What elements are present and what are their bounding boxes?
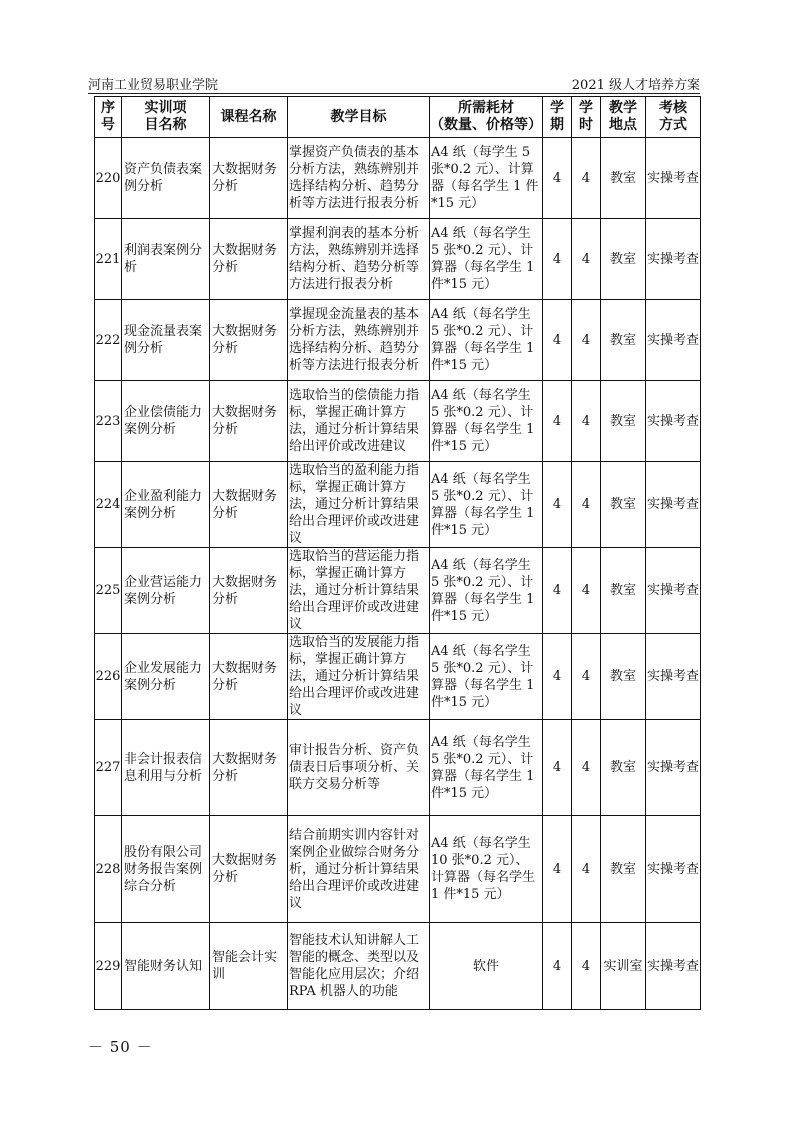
cell-project-name: 资产负债表案例分析 [122,138,210,219]
cell-no: 229 [95,923,122,1010]
col-header-exam: 考核 方式 [646,97,701,138]
cell-location: 教室 [601,720,646,816]
cell-project-name: 股份有限公司财务报告案例综合分析 [122,816,210,923]
cell-exam: 实操考查 [646,548,701,634]
cell-location: 教室 [601,381,646,462]
cell-hours: 4 [572,634,601,720]
cell-materials: A4 纸（每名学生 5 张*0.2 元）、计算器（每名学生 1 件*15 元） [430,381,543,462]
cell-materials: A4 纸（每名学生 5 张*0.2 元）、计算器（每名学生 1 件*15 元） [430,219,543,300]
cell-semester: 4 [543,548,572,634]
cell-no: 223 [95,381,122,462]
col-header-course-name: 课程名称 [210,97,288,138]
table-row [95,548,701,634]
cell-no: 221 [95,219,122,300]
cell-semester: 4 [543,462,572,548]
cell-exam: 实操考查 [646,300,701,381]
cell-location: 教室 [601,634,646,720]
cell-no: 224 [95,462,122,548]
cell-course-name: 大数据财务分析 [210,138,288,219]
cell-semester: 4 [543,300,572,381]
cell-materials: 软件 [430,923,543,1010]
cell-semester: 4 [543,381,572,462]
page-number: － 50 － [88,1038,153,1056]
cell-exam: 实操考查 [646,219,701,300]
cell-exam: 实操考查 [646,816,701,923]
cell-materials: A4 纸（每名学生 10 张*0.2 元）、计算器（每名学生 1 件*15 元） [430,816,543,923]
cell-course-name: 大数据财务分析 [210,720,288,816]
cell-materials: A4 纸（每名学生 5 张*0.2 元）、计算器（每名学生 1 件*15 元） [430,720,543,816]
cell-course-name: 智能会计实训 [210,923,288,1010]
cell-course-name: 大数据财务分析 [210,300,288,381]
cell-location: 教室 [601,816,646,923]
cell-materials: A4 纸（每名学生 5 张*0.2 元）、计算器（每名学生 1 件*15 元） [430,462,543,548]
col-header-hours: 学 时 [572,97,601,138]
cell-project-name: 企业发展能力案例分析 [122,634,210,720]
cell-project-name: 现金流量表案例分析 [122,300,210,381]
cell-semester: 4 [543,923,572,1010]
cell-location: 教室 [601,138,646,219]
cell-exam: 实操考查 [646,720,701,816]
cell-no: 226 [95,634,122,720]
cell-project-name: 利润表案例分析 [122,219,210,300]
col-header-teaching-goal: 教学目标 [288,97,430,138]
cell-no: 225 [95,548,122,634]
cell-exam: 实操考查 [646,634,701,720]
cell-teaching-goal: 结合前期实训内容针对案例企业做综合财务分析，通过分析计算结果给出合理评价或改进建议 [288,816,430,923]
cell-teaching-goal: 智能技术认知讲解人工智能的概念、类型以及智能化应用层次；介绍 RPA 机器人的功能 [288,923,430,1010]
cell-teaching-goal: 掌握现金流量表的基本分析方法，熟练辨别并选择结构分析、趋势分析等方法进行报表分析 [288,300,430,381]
cell-location: 实训室 [601,923,646,1010]
col-header-project-name: 实训项 目名称 [122,97,210,138]
cell-course-name: 大数据财务分析 [210,634,288,720]
table-row [95,720,701,816]
table-row [95,219,701,300]
cell-semester: 4 [543,816,572,923]
cell-hours: 4 [572,462,601,548]
cell-hours: 4 [572,720,601,816]
table-row [95,300,701,381]
cell-project-name: 非会计报表信息利用与分析 [122,720,210,816]
cell-teaching-goal: 审计报告分析、资产负债表日后事项分析、关联方交易分析等 [288,720,430,816]
table-row [95,634,701,720]
col-header-location: 教学 地点 [601,97,646,138]
cell-no: 227 [95,720,122,816]
cell-teaching-goal: 掌握利润表的基本分析方法，熟练辨别并选择结构分析、趋势分析等方法进行报表分析 [288,219,430,300]
cell-course-name: 大数据财务分析 [210,219,288,300]
cell-semester: 4 [543,720,572,816]
cell-teaching-goal: 选取恰当的盈利能力指标，掌握正确计算方法，通过分析计算结果给出合理评价或改进建议 [288,462,430,548]
table-row [95,138,701,219]
cell-teaching-goal: 选取恰当的发展能力指标，掌握正确计算方法，通过分析计算结果给出合理评价或改进建议 [288,634,430,720]
cell-no: 222 [95,300,122,381]
cell-materials: A4 纸（每学生 5 张*0.2 元）、计算器（每名学生 1 件*15 元） [430,138,543,219]
table-header-row [95,97,701,138]
cell-teaching-goal: 选取恰当的偿债能力指标，掌握正确计算方法，通过分析计算结果给出评价或改进建议 [288,381,430,462]
cell-teaching-goal: 掌握资产负债表的基本分析方法，熟练辨别并选择结构分析、趋势分析等方法进行报表分析 [288,138,430,219]
cell-project-name: 智能财务认知 [122,923,210,1010]
cell-course-name: 大数据财务分析 [210,381,288,462]
cell-course-name: 大数据财务分析 [210,462,288,548]
cell-location: 教室 [601,219,646,300]
cell-hours: 4 [572,381,601,462]
cell-materials: A4 纸（每名学生 5 张*0.2 元）、计算器（每名学生 1 件*15 元） [430,634,543,720]
cell-semester: 4 [543,219,572,300]
cell-materials: A4 纸（每名学生 5 张*0.2 元）、计算器（每名学生 1 件*15 元） [430,548,543,634]
cell-no: 220 [95,138,122,219]
table-row [95,381,701,462]
cell-course-name: 大数据财务分析 [210,548,288,634]
cell-location: 教室 [601,300,646,381]
cell-teaching-goal: 选取恰当的营运能力指标，掌握正确计算方法，通过分析计算结果给出合理评价或改进建议 [288,548,430,634]
cell-project-name: 企业盈利能力案例分析 [122,462,210,548]
table-row [95,816,701,923]
header-school-name: 河南工业贸易职业学院 [88,78,219,93]
cell-materials: A4 纸（每名学生 5 张*0.2 元）、计算器（每名学生 1 件*15 元） [430,300,543,381]
header-rule [88,93,700,94]
cell-exam: 实操考查 [646,138,701,219]
table-row [95,923,701,1010]
page-header [88,74,700,94]
cell-hours: 4 [572,300,601,381]
cell-semester: 4 [543,138,572,219]
cell-no: 228 [95,816,122,923]
table-row [95,462,701,548]
cell-location: 教室 [601,462,646,548]
cell-hours: 4 [572,138,601,219]
cell-exam: 实操考查 [646,923,701,1010]
cell-hours: 4 [572,923,601,1010]
col-header-materials: 所需耗材 （数量、价格等） [430,97,543,138]
cell-exam: 实操考查 [646,381,701,462]
cell-hours: 4 [572,548,601,634]
cell-location: 教室 [601,548,646,634]
header-doc-title: 2021 级人才培养方案 [571,78,700,93]
cell-exam: 实操考查 [646,462,701,548]
col-header-semester: 学 期 [543,97,572,138]
training-projects-table [94,96,701,1010]
cell-semester: 4 [543,634,572,720]
cell-course-name: 大数据财务分析 [210,816,288,923]
col-header-no: 序 号 [95,97,122,138]
cell-hours: 4 [572,219,601,300]
cell-project-name: 企业营运能力案例分析 [122,548,210,634]
cell-project-name: 企业偿债能力案例分析 [122,381,210,462]
cell-hours: 4 [572,816,601,923]
